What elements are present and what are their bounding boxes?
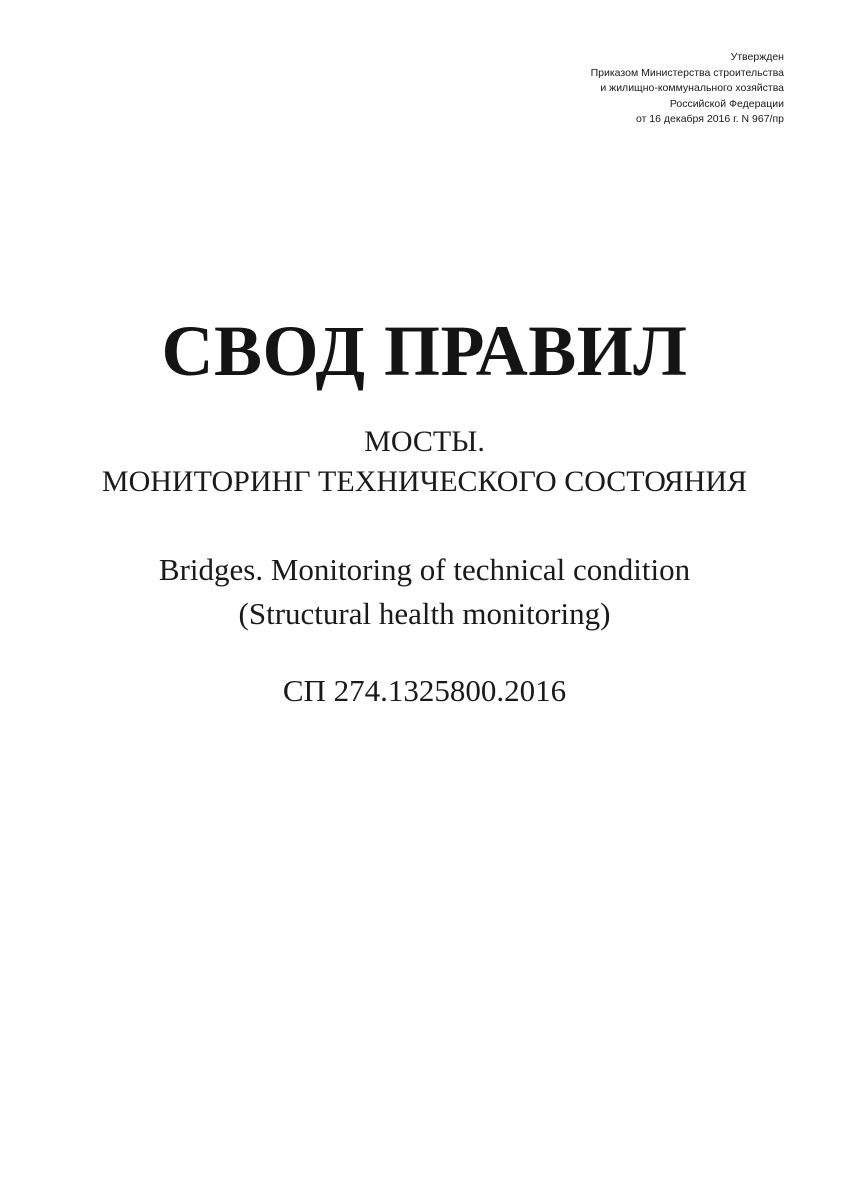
approval-block (591, 50, 784, 128)
approval-line-order: Приказом Министерства строительства (590, 66, 784, 79)
document-code: СП 274.1325800.2016 (282, 673, 567, 708)
subtitle-russian (0, 422, 849, 502)
subtitle-ru-line-1: МОСТЫ. (364, 425, 485, 458)
subtitle-en-line-1: Bridges. Monitoring of technical condition (158, 552, 691, 587)
subtitle-en-line-2: (Structural health monitoring) (238, 596, 611, 631)
approval-line-date: от 16 декабря 2016 г. N 967/пр (635, 113, 784, 125)
approval-line-country: Российской Федерации (669, 97, 784, 110)
approval-line-approved: Утвержден (730, 51, 784, 63)
subtitle-english (0, 548, 849, 636)
approval-line-ministry: и жилищно-коммунального хозяйства (600, 82, 784, 94)
subtitle-ru-line-2: МОНИТОРИНГ ТЕХНИЧЕСКОГО СОСТОЯНИЯ (101, 465, 748, 498)
document-title: СВОД ПРАВИЛ (161, 311, 688, 391)
